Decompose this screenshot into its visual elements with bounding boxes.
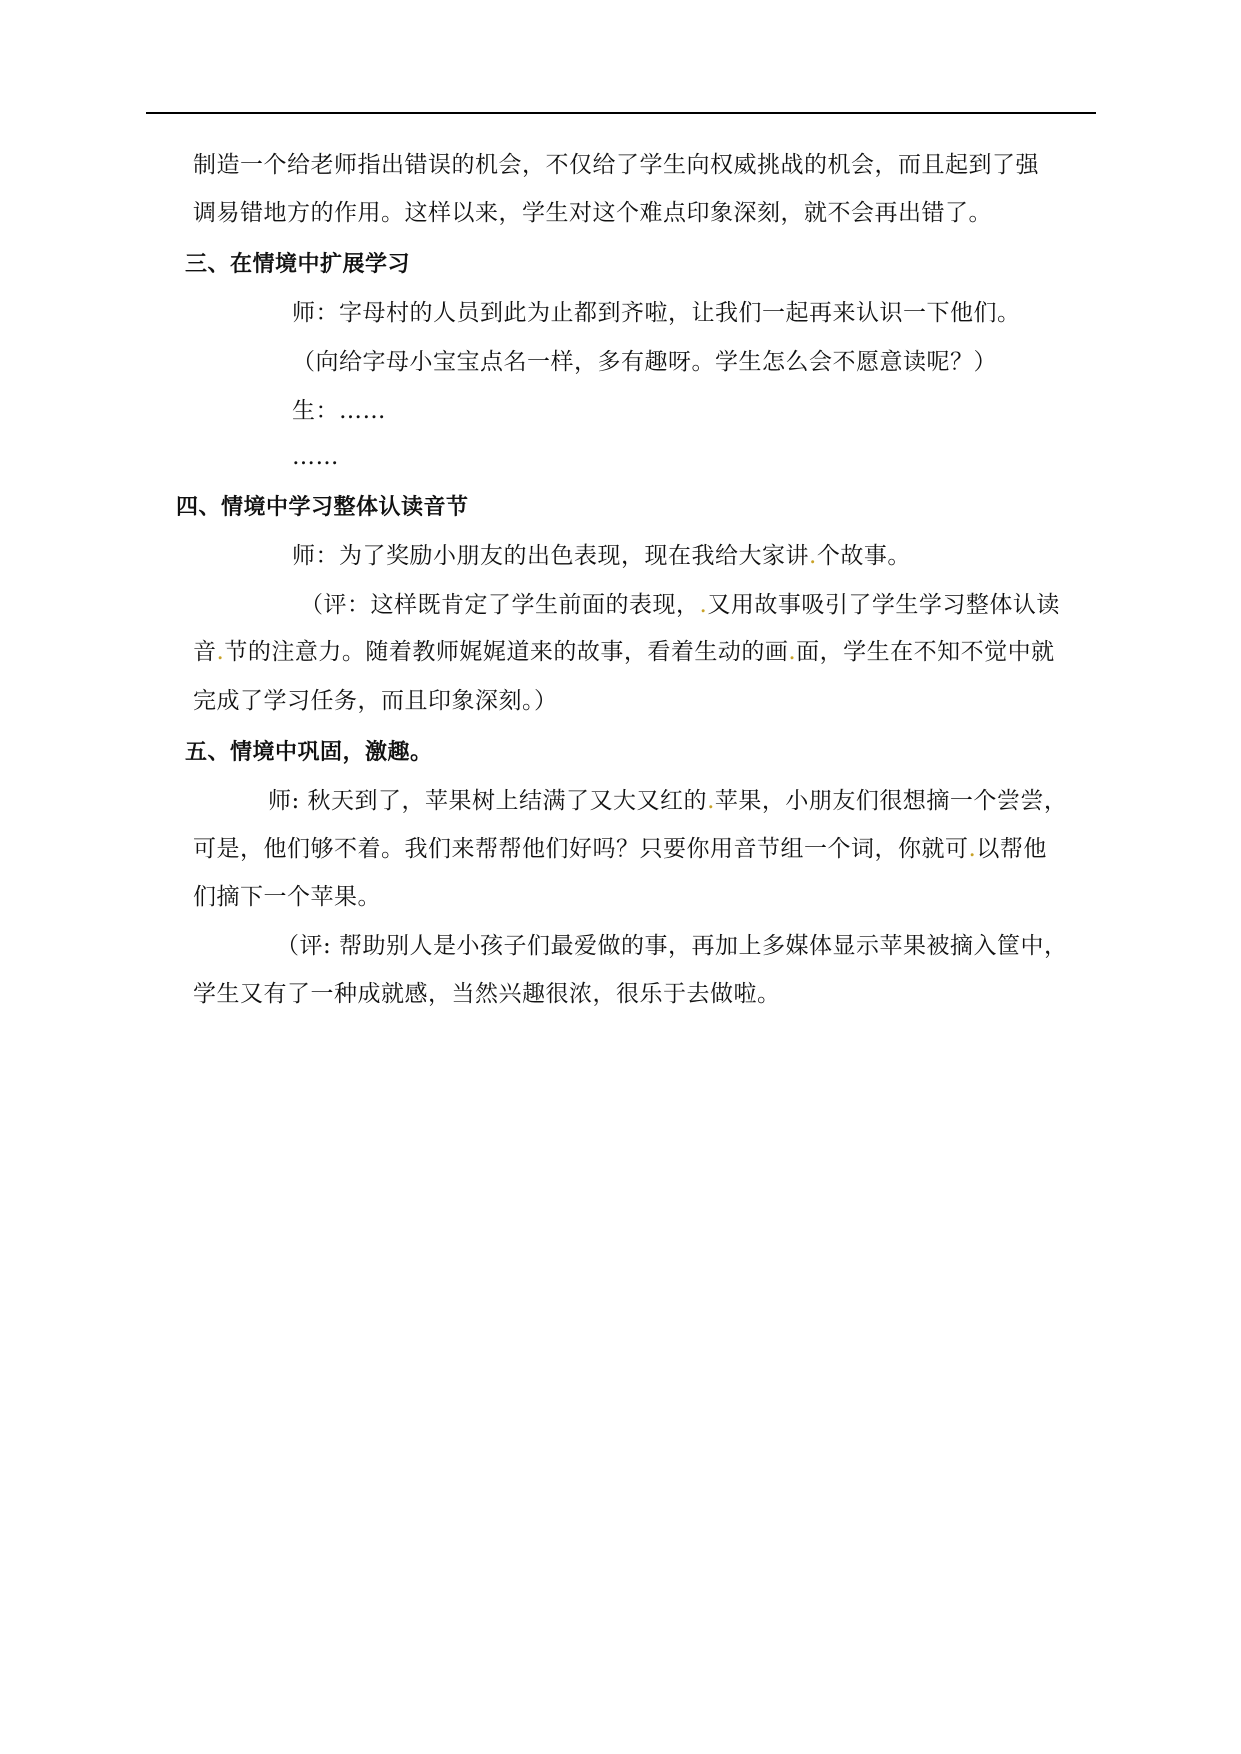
emphasis-dot: . — [707, 788, 715, 814]
text-span: 以帮他 — [976, 836, 1047, 862]
section-heading: 四、情境中学习整体认读音节 — [176, 495, 469, 520]
text-span: 可是，他们够不着。我们来帮帮他们好吗？只要你用音节组一个词，你就可 — [193, 836, 969, 862]
paragraph-line: 制造一个给老师指出错误的机会，不仅给了学生向权威挑战的机会，而且起到了强 — [193, 152, 1039, 178]
ellipsis-line: …… — [292, 444, 339, 470]
text-span: 面，学生在不知不觉中就 — [796, 639, 1055, 665]
emphasis-dot: . — [968, 836, 977, 862]
text-span: （评：这样既肯定了学生前面的表现， — [300, 592, 700, 618]
comment-line — [193, 637, 1055, 667]
text-span: 个故事。 — [816, 543, 911, 569]
text-span: 师：为了奖励小朋友的出色表现，现在我给大家讲 — [292, 543, 809, 569]
emphasis-dot: . — [699, 592, 708, 618]
teacher-line — [268, 786, 1067, 816]
teacher-line: 师：字母村的人员到此为止都到齐啦，让我们一起再来认识一下他们。 — [292, 300, 1021, 326]
comment-line: （评: 帮助别人是小孩子们最爱做的事，再加上多媒体显示苹果被摘入筐中， — [276, 933, 1068, 959]
comment-line — [300, 590, 1060, 620]
paragraph-line: 调易错地方的作用。这样以来，学生对这个难点印象深刻，就不会再出错了。 — [193, 200, 992, 226]
teacher-line — [292, 541, 911, 571]
emphasis-dot: . — [809, 543, 817, 569]
text-span: 节的注意力。随着教师娓娓道来的故事，看着生动的画 — [224, 639, 789, 665]
teacher-line — [193, 834, 1047, 864]
comment-line: （向给字母小宝宝点名一样，多有趣呀。学生怎么会不愿意读呢？） — [292, 349, 997, 375]
section-heading: 五、情境中巩固，激趣。 — [185, 740, 433, 765]
text-span: 苹果，小朋友们很想摘一个尝尝， — [714, 788, 1068, 814]
header-rule — [146, 112, 1096, 114]
text-span: 音 — [193, 639, 217, 665]
comment-line: 学生又有了一种成就感，当然兴趣很浓，很乐于去做啦。 — [193, 981, 781, 1007]
section-heading: 三、在情境中扩展学习 — [185, 252, 411, 277]
student-line: 生：…… — [292, 398, 386, 424]
emphasis-dot: . — [788, 639, 797, 665]
emphasis-dot: . — [216, 639, 225, 665]
text-span: 师: 秋天到了，苹果树上结满了又大又红的 — [268, 788, 708, 814]
teacher-line: 们摘下一个苹果。 — [193, 884, 381, 910]
text-span: 又用故事吸引了学生学习整体认读 — [707, 592, 1060, 618]
comment-line: 完成了学习任务，而且印象深刻。） — [193, 688, 558, 714]
